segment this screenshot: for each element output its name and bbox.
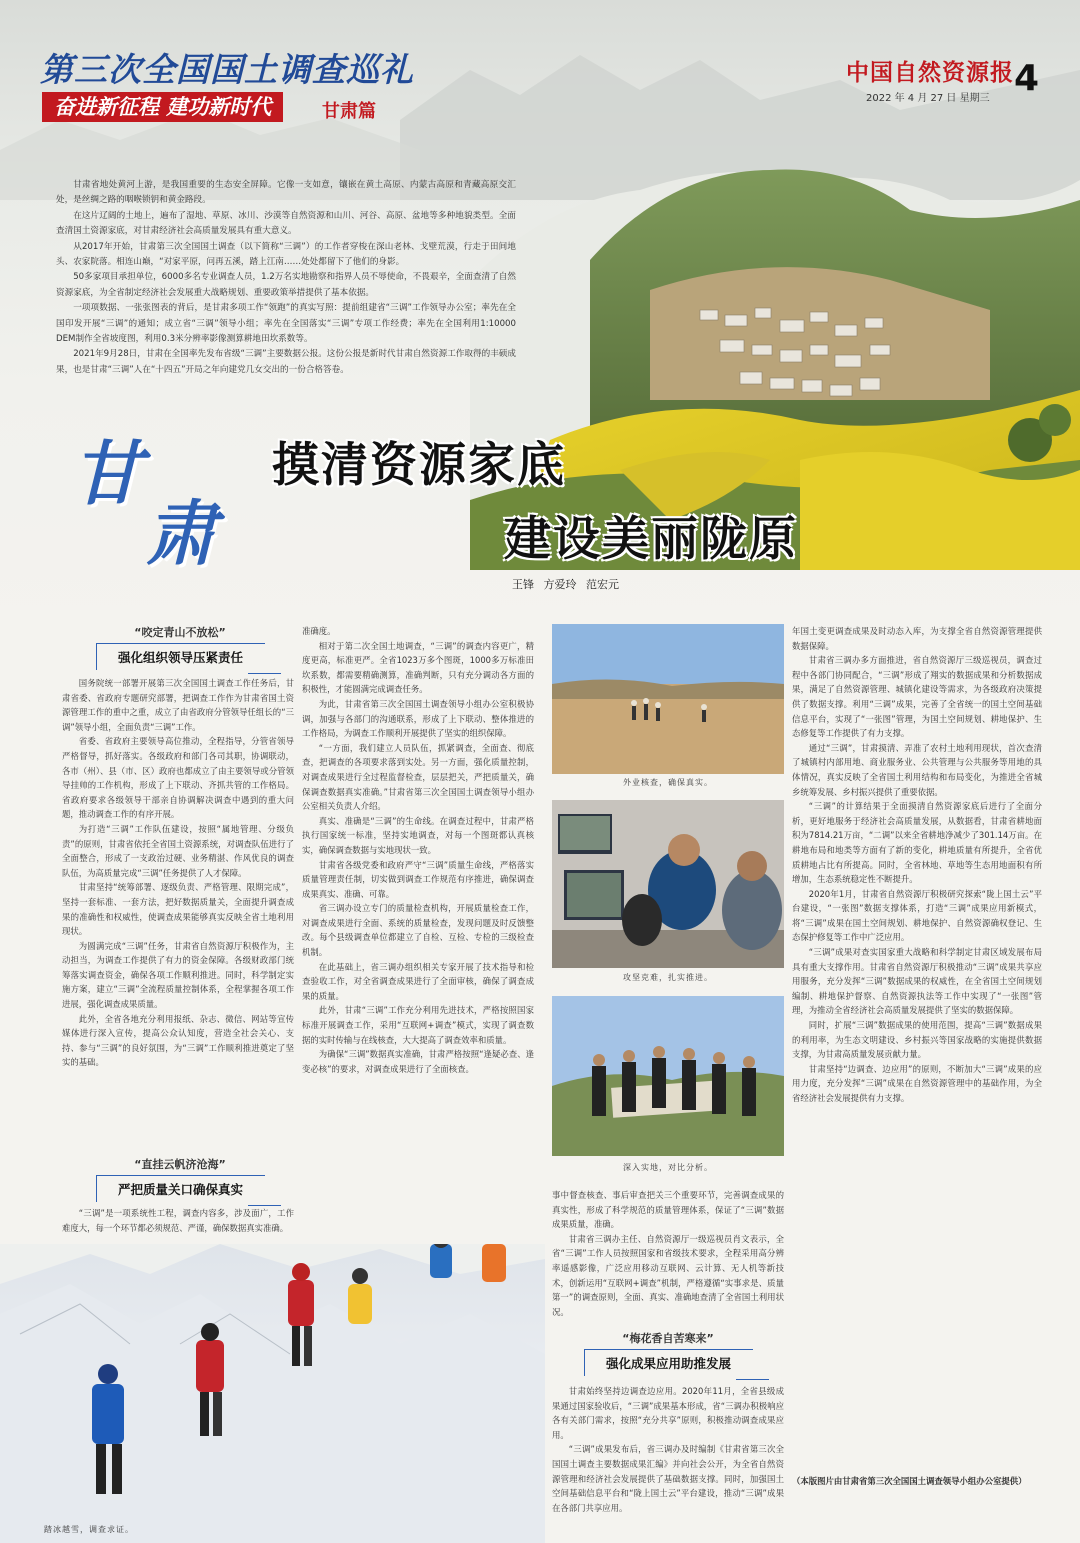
intro-paragraph: 一项项数据、一张张图表的背后，是甘肃多项工作“领跑”的真实写照：提前组建省“三调”工作领导办公室；率先在全国印发开展“三调”的通知；成立省“三调”领导小组；率先在全国落实“三调”专项工作经费；率先在全国利用1:10000 DEM制作全省坡度图，利用0.3米分辨率影像测算耕地田坎系数等。 [56, 303, 516, 345]
issue-date: 2022 年 4 月 27 日 星期三 [866, 93, 990, 104]
intro-paragraph: 2021年9月28日，甘肃在全国率先发布省级“三调”主要数据公报。这份公报是新时代甘肃自然资源工作取得的丰硕成果，也是甘肃“三调”人在“十四五”开局之年向建党几女交出的一份合格答卷。 [56, 349, 516, 375]
paragraph: 准确度。 [302, 626, 336, 636]
paragraph: 真实、准确是“三调”的生命线。在调查过程中，甘肃严格执行国家统一标准，坚持实地调查，对每一个图斑都认真核实，确保调查数据与实地现状一致。 [302, 815, 534, 855]
province-tag: 甘肃篇 [322, 101, 376, 122]
article-column-4 [792, 624, 1042, 1468]
photo-caption: 深入实地，对比分析。 [623, 1163, 713, 1172]
map-review-photo-icon [552, 996, 784, 1156]
paragraph: 在此基础上，省三调办组织相关专家开展了技术指导和检查验收工作，对全省调查成果进行了全面审核，确保了调查成果的质量。 [302, 961, 534, 1001]
title-art-su: 肃 [146, 492, 216, 575]
intro-paragraph: 50多家项目承担单位，6000多名专业调查人员，1.2万名实地勘察和指界人员不辱使命，不畏艰辛，全面查清了自然资源家底，为全省制定经济社会发展重大战略规划、重要政策举措提供了基本依据。 [56, 272, 516, 298]
page-number: 4 [1014, 58, 1040, 99]
section-header-1 [80, 624, 280, 670]
paragraph: 此外，甘肃“三调”工作充分利用先进技术，严格按照国家标准开展调查工作，采用“互联网+调查”模式，实现了调查数据的实时传输与在线核查，大大提高了调查效率和质量。 [302, 1005, 534, 1045]
article-column-3a [552, 1188, 784, 1318]
paper-name: 中国自然资源报 [846, 59, 1014, 86]
intro-paragraph: 甘肃省地处黄河上游，是我国重要的生态安全屏障。它像一支如意，镶嵌在黄土高原、内蒙古高原和青藏高原交汇处，是丝绸之路的咽喉锁钥和黄金路段。 [56, 180, 516, 206]
paragraph: 省委、省政府主要领导高位推动，全程指导，分管省领导严格督导，抓好落实。各级政府和部门各司其职，协调联动，各市（州）、县（市、区）政府也都成立了由主要领导或分管领导挂帅的工作机构，形成了上下联动、齐抓共管的工作格局。省政府要求各级领导干部亲自协调解决调查中遇到的重大问题，推动调查工作的有序开展。 [62, 736, 294, 820]
article-column-3b [552, 1384, 784, 1534]
paragraph: 甘肃坚持“边调查、边应用”的原则，不断加大“三调”成果的应用力度，充分发挥“三调”成果在自然资源管理中的基础作用，为全省经济社会发展提供有力支撑。 [792, 1063, 1042, 1103]
paragraph: 甘肃省各级党委和政府严守“三调”质量生命线，严格落实质量管理责任制，切实做到调查工作规范有序推进，确保调查成果真实、准确、可靠。 [302, 859, 534, 899]
paragraph: 为确保“三调”数据真实准确，甘肃严格按照“逢疑必查、逢变必核”的要求，对调查成果进行了全面核查。 [302, 1049, 534, 1074]
paragraph: “三调”是一项系统性工程，调查内容多，涉及面广，工作难度大，每一个环节都必须规范、严谨，确保数据真实准确。 [62, 1208, 294, 1233]
paragraph: 甘肃始终坚持边调查边应用。2020年11月，全省县级成果通过国家验收后，“三调”成果基本形成，省“三调办积极响应各有关部门需求，按照“充分共享”原则，积极推动调查成果应用。 [552, 1386, 784, 1440]
series-title: 第三次全国国土调查巡礼 [40, 50, 414, 89]
paragraph: 为此，甘肃省第三次全国国土调查领导小组办公室积极协调，加强与各部门的沟通联系，形成了上下联动、整体推进的工作格局，为调查工作顺利开展提供了坚实的组织保障。 [302, 698, 534, 739]
article-column-1 [62, 676, 294, 1154]
intro-text [56, 178, 516, 378]
paragraph: 国务院统一部署开展第三次全国国土调查工作任务后，甘肃省委、省政府专题研究部署，把调查工作作为甘肃省国土资源管理工作的重中之重，成立了由省政府分管领导任组长的“三调”领导小组，全面负责“三调”工作。 [62, 678, 294, 732]
headline-line-1: 摸清资源家底 [272, 438, 566, 493]
slogan-banner: 奋进新征程 建功新时代 [42, 92, 283, 122]
snow-climb-photo-icon [0, 1244, 545, 1543]
section-title: 强化成果应用助推发展 [584, 1349, 753, 1376]
photo-caption: 外业核查，确保真实。 [623, 778, 713, 787]
section-quote: “梅花香自苦寒来” [622, 1332, 714, 1345]
photo-caption: 攻坚克难，扎实推进。 [623, 973, 713, 982]
photo-caption: 踏冰越雪，调查求证。 [44, 1525, 134, 1534]
paragraph: 相对于第二次全国土地调查，“三调”的调查内容更广，精度更高，标准更严。全省1023万多个图斑，1000多万标准田坎系数，都需要精确测算，准确判断，只有充分调动各方面的积极性，才能圆满完成调查任务。 [302, 640, 534, 695]
paragraph: “一方面，我们建立人员队伍，抓紧调查，全面查、彻底查，把调查的各项要求落到实处。另一方面，强化质量控制，对调查成果进行全过程监督检查，层层把关，严把质量关，确保调查数据真实准确。”甘肃省第三次全国国土调查领导小组办公室相关负责人介绍。 [302, 742, 534, 812]
field-check-photo-icon [552, 624, 784, 774]
intro-paragraph: 从2017年开始，甘肃第三次全国国土调查（以下简称“三调”）的工作者穿梭在深山老林、戈壁荒漠，行走于田间地头、农家院落。相连山巅，“对家平原，问再五溪，踏上江南……处处都留下了他们的身影。 [56, 241, 516, 268]
paragraph: 此外，全省各地充分利用报纸、杂志、微信、网站等宣传媒体进行深入宣传，提高公众认知度，营造全社会关心、支持、参与“三调”的良好氛围，为“三调”工作顺利推进奠定了坚实的基础。 [62, 1013, 294, 1068]
paragraph: 甘肃省三调办主任、自然资源厅一级巡视员肖文表示，全省“三调”工作人员按照国家和省级技术要求，全程采用高分辨率遥感影像，广泛应用移动互联网、云计算、无人机等新技术，创新运用“互联网+调查”机制，严格遵循“实事求是、质量第一”的调查原则，全面、真实、准确地查清了全省国土利用状况。 [552, 1233, 784, 1317]
paragraph: 甘肃省三调办多方面推进，省自然资源厅三级巡视员，调查过程中各部门协同配合，“三调”形成了翔实的数据成果和分析数据成果，满足了自然资源管理、城镇化建设等需求，为各级政府决策提供了数据支撑。利用“三调”成果，完善了全省统一的国土空间基础信息平台，实现了“一张图”管理，为国土空间规划、耕地保护、生态修复等工作提供了有力支撑。 [792, 655, 1042, 739]
section-quote: “直挂云帆济沧海” [134, 1158, 226, 1171]
section-header-2 [80, 1156, 280, 1202]
paragraph: 省三调办设立专门的质量检查机构，开展质量检查工作，对调查成果进行全面、系统的质量检查，发现问题及时反馈整改。每个县级调查单位都建立了自检、互检、专检的三级检查机制。 [302, 903, 534, 958]
paragraph: 同时，扩展“三调”数据成果的使用范围，提高“三调”数据成果的利用率，为生态文明建设、乡村振兴等国家战略的实施提供数据支撑，为甘肃高质量发展贡献力量。 [792, 1020, 1042, 1060]
paragraph: “三调”成果发布后，省三调办及时编制《甘肃省第三次全国国土调查主要数据成果汇编》并向社会公开，为全省自然资源管理和经济社会发展提供了基础数据支撑。同时，加强国土空间基础信息平台和“陇上国土云”平台建设，推动“三调”成果在各部门共享应用。 [552, 1444, 784, 1513]
paragraph: 通过“三调”，甘肃摸清、弄准了农村土地利用现状，首次查清了城镇村内部用地、商业服务业、公共管理与公共服务等用地的具体情况，真实反映了全省国土利用结构和布局变化，为推进全省城乡统筹发展、乡村振兴提供了重要依据。 [792, 742, 1042, 797]
section-title: 严把质量关口确保真实 [96, 1175, 265, 1202]
paragraph: “三调”成果对查实国家重大战略和科学制定甘肃区域发展布局具有重大支撑作用。甘肃省自然资源厅积极推动“三调”成果共享应用服务，充分发挥“三调”数据成果的权威性，在全省国土空间规划编制、耕地保护督察、自然资源执法等工作中实现了“一张图”管理，为推动全省经济社会高质量发展提供了坚实的数据保障。 [792, 947, 1042, 1016]
office-work-photo-icon [552, 800, 784, 968]
paragraph: 年国土变更调查成果及时动态入库，为支撑全省自然资源管理提供数据保障。 [792, 626, 1042, 651]
article-column-2 [302, 624, 534, 1196]
headline-line-2: 建设美丽陇原 [504, 512, 798, 567]
paragraph: 甘肃坚持“统筹部署、逐级负责、严格管理、限期完成”，坚持一套标准、一套方法，把好数据质量关，全面提升调查成果的准确性和权威性，使调查成果能够真实反映全省土地利用现状。 [62, 882, 294, 937]
byline: 王锋 方爱玲 范宏元 [512, 578, 619, 591]
intro-paragraph: 在这片辽阔的土地上，遍布了湿地、草原、冰川、沙漠等自然资源和山川、河谷、高原、盆地等多种地貌类型。全面查清国土资源家底，对甘肃经济社会高质量发展具有重大意义。 [56, 210, 516, 237]
section-title: 强化组织领导压紧责任 [96, 643, 265, 670]
title-art-gan: 甘 [72, 432, 142, 515]
paragraph: 为圆满完成“三调”任务，甘肃省自然资源厅积极作为，主动担当，为调查工作提供了有力的资金保障。各级财政部门统筹落实调查资金，确保各项工作顺利推进。同时，科学制定实施方案，建立“三调”全流程质量控制体系，全程掌握各项工作进展，强化调查成果质量。 [62, 940, 294, 1010]
section-quote: “咬定青山不放松” [134, 626, 226, 639]
paragraph: 事中督查核查、事后审查把关三个重要环节，完善调查成果的真实性，形成了科学规范的质量管理体系，保证了“三调”数据成果质量，准确。 [552, 1190, 784, 1230]
paragraph: 为打造“三调”工作队伍建设，按照“属地管理、分级负责”的原则，甘肃省依托全省国土资源系统，对调查队伍进行了全面整合，形成了一支政治过硬、业务精湛、作风优良的调查队伍，为高质量完成“三调”任务提供了人才保障。 [62, 823, 294, 878]
paragraph: “三调”的计算结果于全面摸清自然资源家底后进行了全面分析，更好地服务于经济社会高质量发展，从数据看，甘肃省耕地面积为7814.21万亩，“二调”以来全省耕地净减少了301.14万亩。在耕地布局和地类等方面有了新的变化，耕地质量有所提升，全省优质耕地占比有所提高。同时，全省林地、草地等生态用地面积有所增加，生态系统稳定性不断提升。 [792, 801, 1042, 885]
paragraph: 2020年1月，甘肃省自然资源厅积极研究探索“陇上国土云”平台建设，“一张图”数据支撑体系，打造“三调”成果应用新模式，将“三调”成果在国土空间规划、耕地保护、自然资源确权登记、生态保护修复等工作中广泛应用。 [792, 888, 1042, 943]
photo-credit: （本版图片由甘肃省第三次全国国土调查领导小组办公室提供） [792, 1476, 1027, 1486]
section-header-3 [568, 1330, 768, 1376]
